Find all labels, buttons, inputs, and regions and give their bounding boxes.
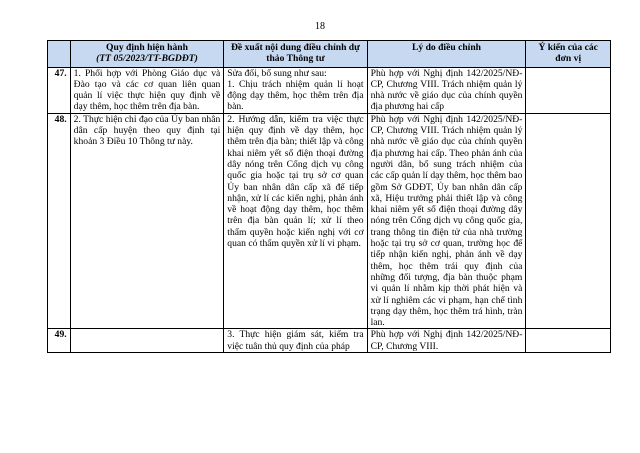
opinion-cell (526, 67, 611, 113)
header-current-regulation-title: Quy định hiện hành (106, 42, 188, 53)
proposal-line: 3. Thực hiện giám sát, kiểm tra việc tuân thủ quy định của pháp (227, 329, 364, 352)
current-regulation-cell: 2. Thực hiện chỉ đạo của Ủy ban nhân dân cấp huyện theo quy định tại khoản 3 Điều 10 Thông tư này. (70, 113, 224, 329)
proposal-line: 1. Chịu trách nhiệm quản lí hoạt động dạy thêm, học thêm trên địa bàn. (227, 78, 364, 113)
table-header-row (48, 41, 611, 68)
header-current-regulation-ref: (TT 05/2023/TT-BGDĐT) (96, 53, 198, 65)
header-current-regulation (70, 41, 224, 68)
proposal-line: Sửa đổi, bổ sung như sau: (227, 67, 327, 79)
row-number: 47. (48, 67, 71, 113)
page-number: 18 (315, 21, 325, 32)
opinion-cell (526, 113, 611, 329)
proposal-cell (224, 329, 367, 353)
proposal-cell (224, 113, 367, 329)
header-number (48, 41, 71, 68)
table-row (48, 113, 611, 329)
opinion-cell (526, 329, 611, 353)
header-reason: Lý do điều chỉnh (367, 41, 526, 68)
current-regulation-cell (70, 329, 224, 353)
reason-cell: Phù hợp với Nghị định 142/2025/NĐ-CP, Chương VIII. Trách nhiệm quản lý nhà nước về giáo dục của chính quyền địa phương hai cấp. Theo phản ánh của người dân, bổ sung trách nhiệm của các cấp quản lí dạy thêm, học thêm bao gồm Sở GDĐT, Ủy ban nhân dân cấp xã, Hiệu trưởng phải thiết lập và công khai niêm yết số điện thoại đường dây nóng trên Cổng dịch vụ công quốc gia, trang thông tin điện tử của nhà trường hoặc tại trụ sở cơ quan, trường học để tiếp nhận kiến nghị, phản ánh về dạy thêm, học thêm trái quy định của những đối tượng, địa bàn thuộc phạm vi quản lí nhằm kịp thời phát hiện và xử lí nghiêm các vi phạm, hạn chế tình trạng dạy thêm, học thêm trá hình, tràn lan. (367, 113, 526, 329)
regulation-comparison-table (47, 40, 611, 353)
table-row (48, 329, 611, 353)
header-proposal: Đề xuất nội dung điều chỉnh dự thảo Thông tư (224, 41, 367, 68)
reason-cell: Phù hợp với Nghị định 142/2025/NĐ-CP, Chương VIII. (367, 329, 526, 353)
proposal-line: 2. Hướng dẫn, kiểm tra việc thực hiện quy định về dạy thêm, học thêm trên địa bàn; thiết lập và công khai niêm yết số điện thoại đường dây nóng trên Cổng dịch vụ công quốc gia hoặc tại trụ sở cơ quan Ủy ban nhân dân cấp xã để tiếp nhận, xử lí các kiến nghị, phản ánh về hoạt động dạy thêm, học thêm trên địa bàn quản lí; xử lí theo thẩm quyền hoặc kiến nghị với cơ quan có thẩm quyền xử lí vi phạm. (227, 113, 364, 250)
header-opinions: Ý kiến của các đơn vị (526, 41, 611, 68)
row-number: 49. (48, 329, 71, 353)
row-number: 48. (48, 113, 71, 329)
proposal-cell (224, 67, 367, 113)
table-row (48, 67, 611, 113)
current-regulation-cell: 1. Phối hợp với Phòng Giáo dục và Đào tạo và các cơ quan liên quan quản lí việc thực hiện quy định về dạy thêm, học thêm trên địa bàn. (70, 67, 224, 113)
reason-cell: Phù hợp với Nghị định 142/2025/NĐ-CP, Chương VIII. Trách nhiệm quản lý nhà nước về giáo dục của chính quyền địa phương hai cấp (367, 67, 526, 113)
